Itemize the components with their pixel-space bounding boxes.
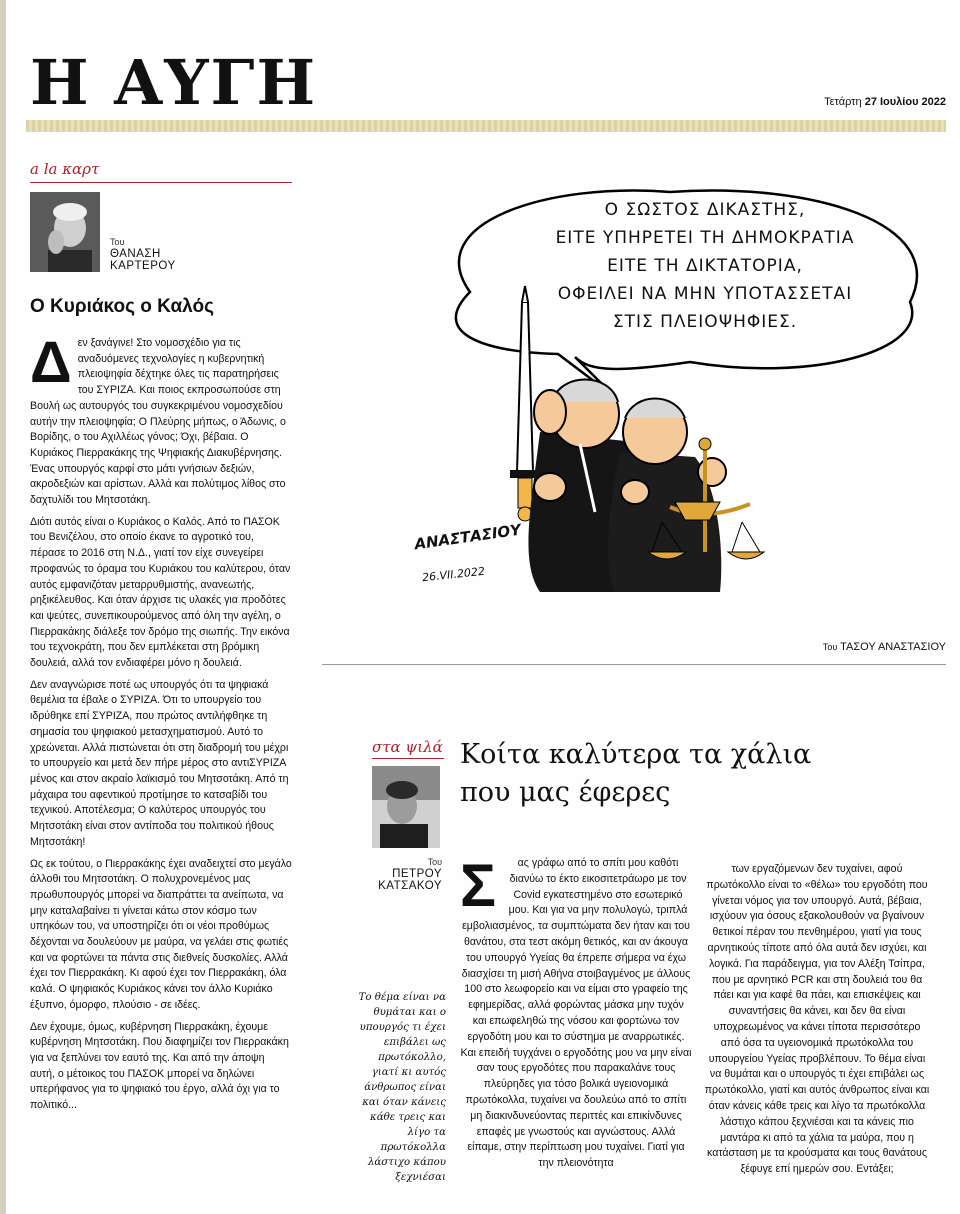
article-column-1 [460, 852, 692, 1172]
label-rule [30, 182, 292, 183]
article-headline: Ο Κυριάκος ο Καλός [30, 296, 214, 317]
article-headline [460, 736, 920, 812]
bubble-line: ΣΤΙΣ ΠΛΕΙΟΨΗΦΙΕΣ. [612, 312, 798, 332]
byline-prefix: Του [110, 237, 125, 247]
bubble-line: Ο ΣΩΣΤΟΣ ΔΙΚΑΣΤΗΣ, [604, 200, 806, 220]
cartoonist-name: ΤΑΣΟΥ ΑΝΑΣΤΑΣΙΟΥ [840, 641, 946, 653]
article-column-2: των εργαζόμενων δεν τυχαίνει, αφού πρωτόκολλο είναι το «θέλω» του εργοδότη που γίνεται νόμος για τον υπουργό. Αυτά, βέβαια, ισχύουν για όσους εξακολουθούν να βγαίνουν θετικοί πέραν του πενθημέρου, γιατί για τους αρνητικούς τίποτε από όλα αυτά δεν ισχύει, και λογικά. Για παράδειγμα, για τον Αλέξη Τσίπρα, που με αρνητικό PCR και στη δουλειά του θα πάει και για καφέ θα πάει, και επισκέψεις και συναντήσεις θα κάνει, και δεν θα είναι υποχρεωμένος να κάνει τίποτα περισσότερο από όσα τα υγειονομικά πρωτόκολλα του υπουργείου Υγείας προβλέπουν. Το θέμα είναι να θυμάται και ο υπουργός τι έχει επιβάλει ως πρωτόκολλο, γιατί και αυτός άνθρωπος είναι και όταν κάνεις κάθε τρεις και λίγο τα πρωτόκολλα λάστιχο κάπου ξεχνιέσαι και τα κάνεις πιο μαντάρα κι από τα χάλια τα μαύρα, που η κατάσταση με τα κρούσματα και τους θανάτους ξέφυγε επί ημερών σου. Εντάξει; [704, 863, 930, 1176]
header-rule [26, 120, 946, 132]
page-edge [0, 0, 6, 1214]
paragraph: Δεν έχουμε, όμως, κυβέρνηση Πιερρακάκη, έχουμε κυβέρνηση Μητσοτάκη. Που διαφημίζει τον Πιερρακάκη για να ξεπλύνει τον εαυτό της. Και από την άποψη αυτή, ο μέτοικος του ΠΑΣΟΚ μπορεί να δηλώνει υπερήφανος για το ψηφιακό του έργο, αλλά όχι για το πολιτικό... [30, 1020, 289, 1112]
author-photo [30, 192, 100, 272]
portrait-icon [372, 766, 440, 848]
issue-date [824, 96, 946, 108]
column-label: στα ψιλά [372, 738, 443, 756]
paragraph: Δεν αναγνώρισε ποτέ ως υπουργός ότι τα ψηφιακά θεμέλια τα έβαλε ο ΣΥΡΙΖΑ. Ότι το υπουργείο του ιδρύθηκε επί ΣΥΡΙΖΑ, που πρώτος αντιλήφθηκε τη σημασία του ψηφιακού μετασχηματισμού. Αυτό το χρεώνεται. Αλλά πιστώνεται ότι στη διαδρομή του μέχρι το υπουργείο και μετά δεν πήρε μέρος στο αντιΣΥΡΙΖΑ μένος και στον ακραίο λαϊκισμό του Μητσοτάκη. Από τη μάχαιρα του αφεντικού προτίμησε το κατσαβίδι του τεχνικού. Αποτέλεσμα; Ο καλύτερος υπουργός του Μητσοτάκη είναι στον αντίποδα του πολιτικού ήθους Μητσοτάκη! [30, 678, 289, 848]
author-byline [378, 856, 442, 892]
bubble-line: ΟΦΕΙΛΕΙ ΝΑ ΜΗΝ ΥΠΟΤΑΣΣΕΤΑΙ [557, 284, 853, 304]
paragraph: Διότι αυτός είναι ο Κυριάκος ο Καλός. Από το ΠΑΣΟΚ του Βενιζέλου, στο οποίο έκανε το αγροτικό του, πέρασε το 2016 στη Ν.Δ., γιατί τον είχε συνεγείρει προφανώς το όραμα του Κυριάκου του καλύτερου, όταν αυτός εμφανιζόταν μεταρρυθμιστής, ανανεωτής, ρηξικέλευθος. Και όταν άρχισε τις υλακές για προδότες και ψεύτες, συνεπικουρούμενος από όλη την αγέλη, ο Πιερρακάκης διάλεξε τον δρόμο της σιωπής. Την εικόνα του τεχνοκράτη, που δεν εμπλέκεται στη βρόμικη δουλειά, αλλά τον ενδιαφέρει μόνο η δουλειά. [30, 515, 291, 670]
author-photo [372, 766, 440, 848]
author-name: ΠΕΤΡΟΥ ΚΑΤΣΑΚΟΥ [378, 868, 442, 892]
date-day: Τετάρτη [824, 96, 862, 108]
byline-prefix: Του [427, 857, 442, 867]
drop-cap: Δ [30, 330, 72, 395]
drop-cap: Σ [460, 852, 497, 919]
column-text: ας γράφω από το σπίτι μου καθότι διανύω το έκτο εικοσιτετράωρο με τον Covid εγκατεστημένο στο εσωτερικό μου. Και για να μην πολυλογώ, τριπλά εμβολιασμένος, τα συμπτώματα δεν ήταν και του θανάτου, στα τεστ ακόμη θετικός, και αν άκουγα του υπουργό Υγείας θα έπρεπε σήμερα να έχω διασχίσει τη μισή Αθήνα στοιβαγμένος με άλλους 100 στο λεωφορείο και να είμαι στο γραφείο της εφημερίδας, αλλά φορώντας μάσκα μην τυχόν και επωφεληθώ της νόσου και φορτώνω τον εργοδότη μου και το σύστημα με αναρρωτικές. Και επειδή τυγχάνει ο εργοδότης μου να μην είναι σαν τους εργοδότες που παρακαλάνε τους πλεύρηδες για τόσο βολικά υγειονομικά πρωτόκολλα, τυχαίνει να δουλεύω από το σπίτι μη διακινδυνεύοντας περιττές και επικίνδυνες επαφές με γνωστούς και αγνώστους. Αλλά είπαμε, στην περίπτωση μου τυχαίνει. Γιατί για την πλειονότητα [460, 857, 692, 1170]
cartoon-signature-date: 26.VII.2022 [421, 564, 486, 585]
label-rule [372, 758, 444, 759]
paragraph-text: εν ξανάγινε! Στο νομοσχέδιο για τις αναδυόμενες τεχνολογίες η κυβερνητική πλειοψηφία δέχτηκε όλες τις παρατηρήσεις του ΣΥΡΙΖΑ. Και ποιος εκπροσωπούσε στη Βουλή ως αυτουργός του συγκεκριμένου νομοσχεδίου αυτήν την πλειοψηφία; Ο Πλεύρης μήπως, ο Άδωνις, ο Βορίδης, ο του Αχιλλέως γόνος; Όχι, βέβαια. Ο Κυριάκος Πιερρακάκης της Ψηφιακής Διακυβέρνησης. Ένας υπουργός καρφί στο μάτι γνήσιων δεξιών, ακροδεξιών και αρίστων. Αλλά και πολύτιμος λίθος στο δαχτυλίδι του Μητσοτάκη. [30, 337, 286, 507]
paragraph: Ως εκ τούτου, ο Πιερρακάκης έχει αναδειχτεί στο μεγάλο άλλοθι του Μητσοτάκη. Ο πολυχρονεμένος μας πρωθυπουργός μπορεί να διαπράττει τα ανείπωτα, να μην καταλαβαίνει τι γίνεται κάτω στον κόσμο των υπηκόων του, να υποστηρίζει ότι οι νέοι προθύμως δέχονται να δουλεύουν με μαύρα, να γελάει στις φωτιές και να φορτώνει τα πάντα στις διεθνείς δυσκολίες. Αλλά έχει τον Πιερρακάκη. Κι αφού έχει τον Πιερρακάκη, όλα καλά. Ο ψηφιακός Κυριάκος κάνει τον άλλο Κυριάκο έξυπνο, όμορφο, πλούσιο - σε ιδέες. [30, 857, 292, 1011]
article-body [30, 330, 292, 1120]
portrait-icon [30, 192, 100, 272]
paragraph [30, 330, 292, 509]
credit-prefix: Του [822, 642, 838, 652]
cartoon-signature: ΑΝΑΣΤΑΣΙΟΥ [413, 520, 523, 554]
pull-quote: Το θέμα είναι να θυμάται και ο υπουργός τι έχει επιβάλει ως πρωτόκολλο, γιατί κι αυτός άνθρωπος είναι και όταν κάνεις κάθε τρεις και λίγο τα πρωτόκολλα λάστιχο κάπου ξεχνιέσαι [358, 992, 446, 1183]
cartoon-credit [823, 641, 946, 653]
date-rest: 27 Ιουλίου 2022 [864, 96, 946, 108]
masthead-logo: Η ΑΥΓΗ [30, 46, 318, 119]
column-label: a la καρτ [30, 160, 100, 178]
headline-line: που μας έφερες [460, 777, 671, 808]
author-byline [110, 236, 200, 272]
headline-line: Κοίτα καλύτερα τα χάλια [460, 739, 812, 770]
bubble-line: ΕΙΤΕ ΤΗ ΔΙΚΤΑΤΟΡΙΑ, [607, 256, 803, 276]
author-name: ΘΑΝΑΣΗ ΚΑΡΤΕΡΟΥ [110, 248, 176, 272]
speech-bubble-text [470, 196, 940, 336]
section-divider [322, 664, 946, 665]
judge-figure-right [608, 399, 726, 593]
bubble-line: ΕΙΤΕ ΥΠΗΡΕΤΕΙ ΤΗ ΔΗΜΟΚΡΑΤΙΑ [555, 228, 855, 248]
